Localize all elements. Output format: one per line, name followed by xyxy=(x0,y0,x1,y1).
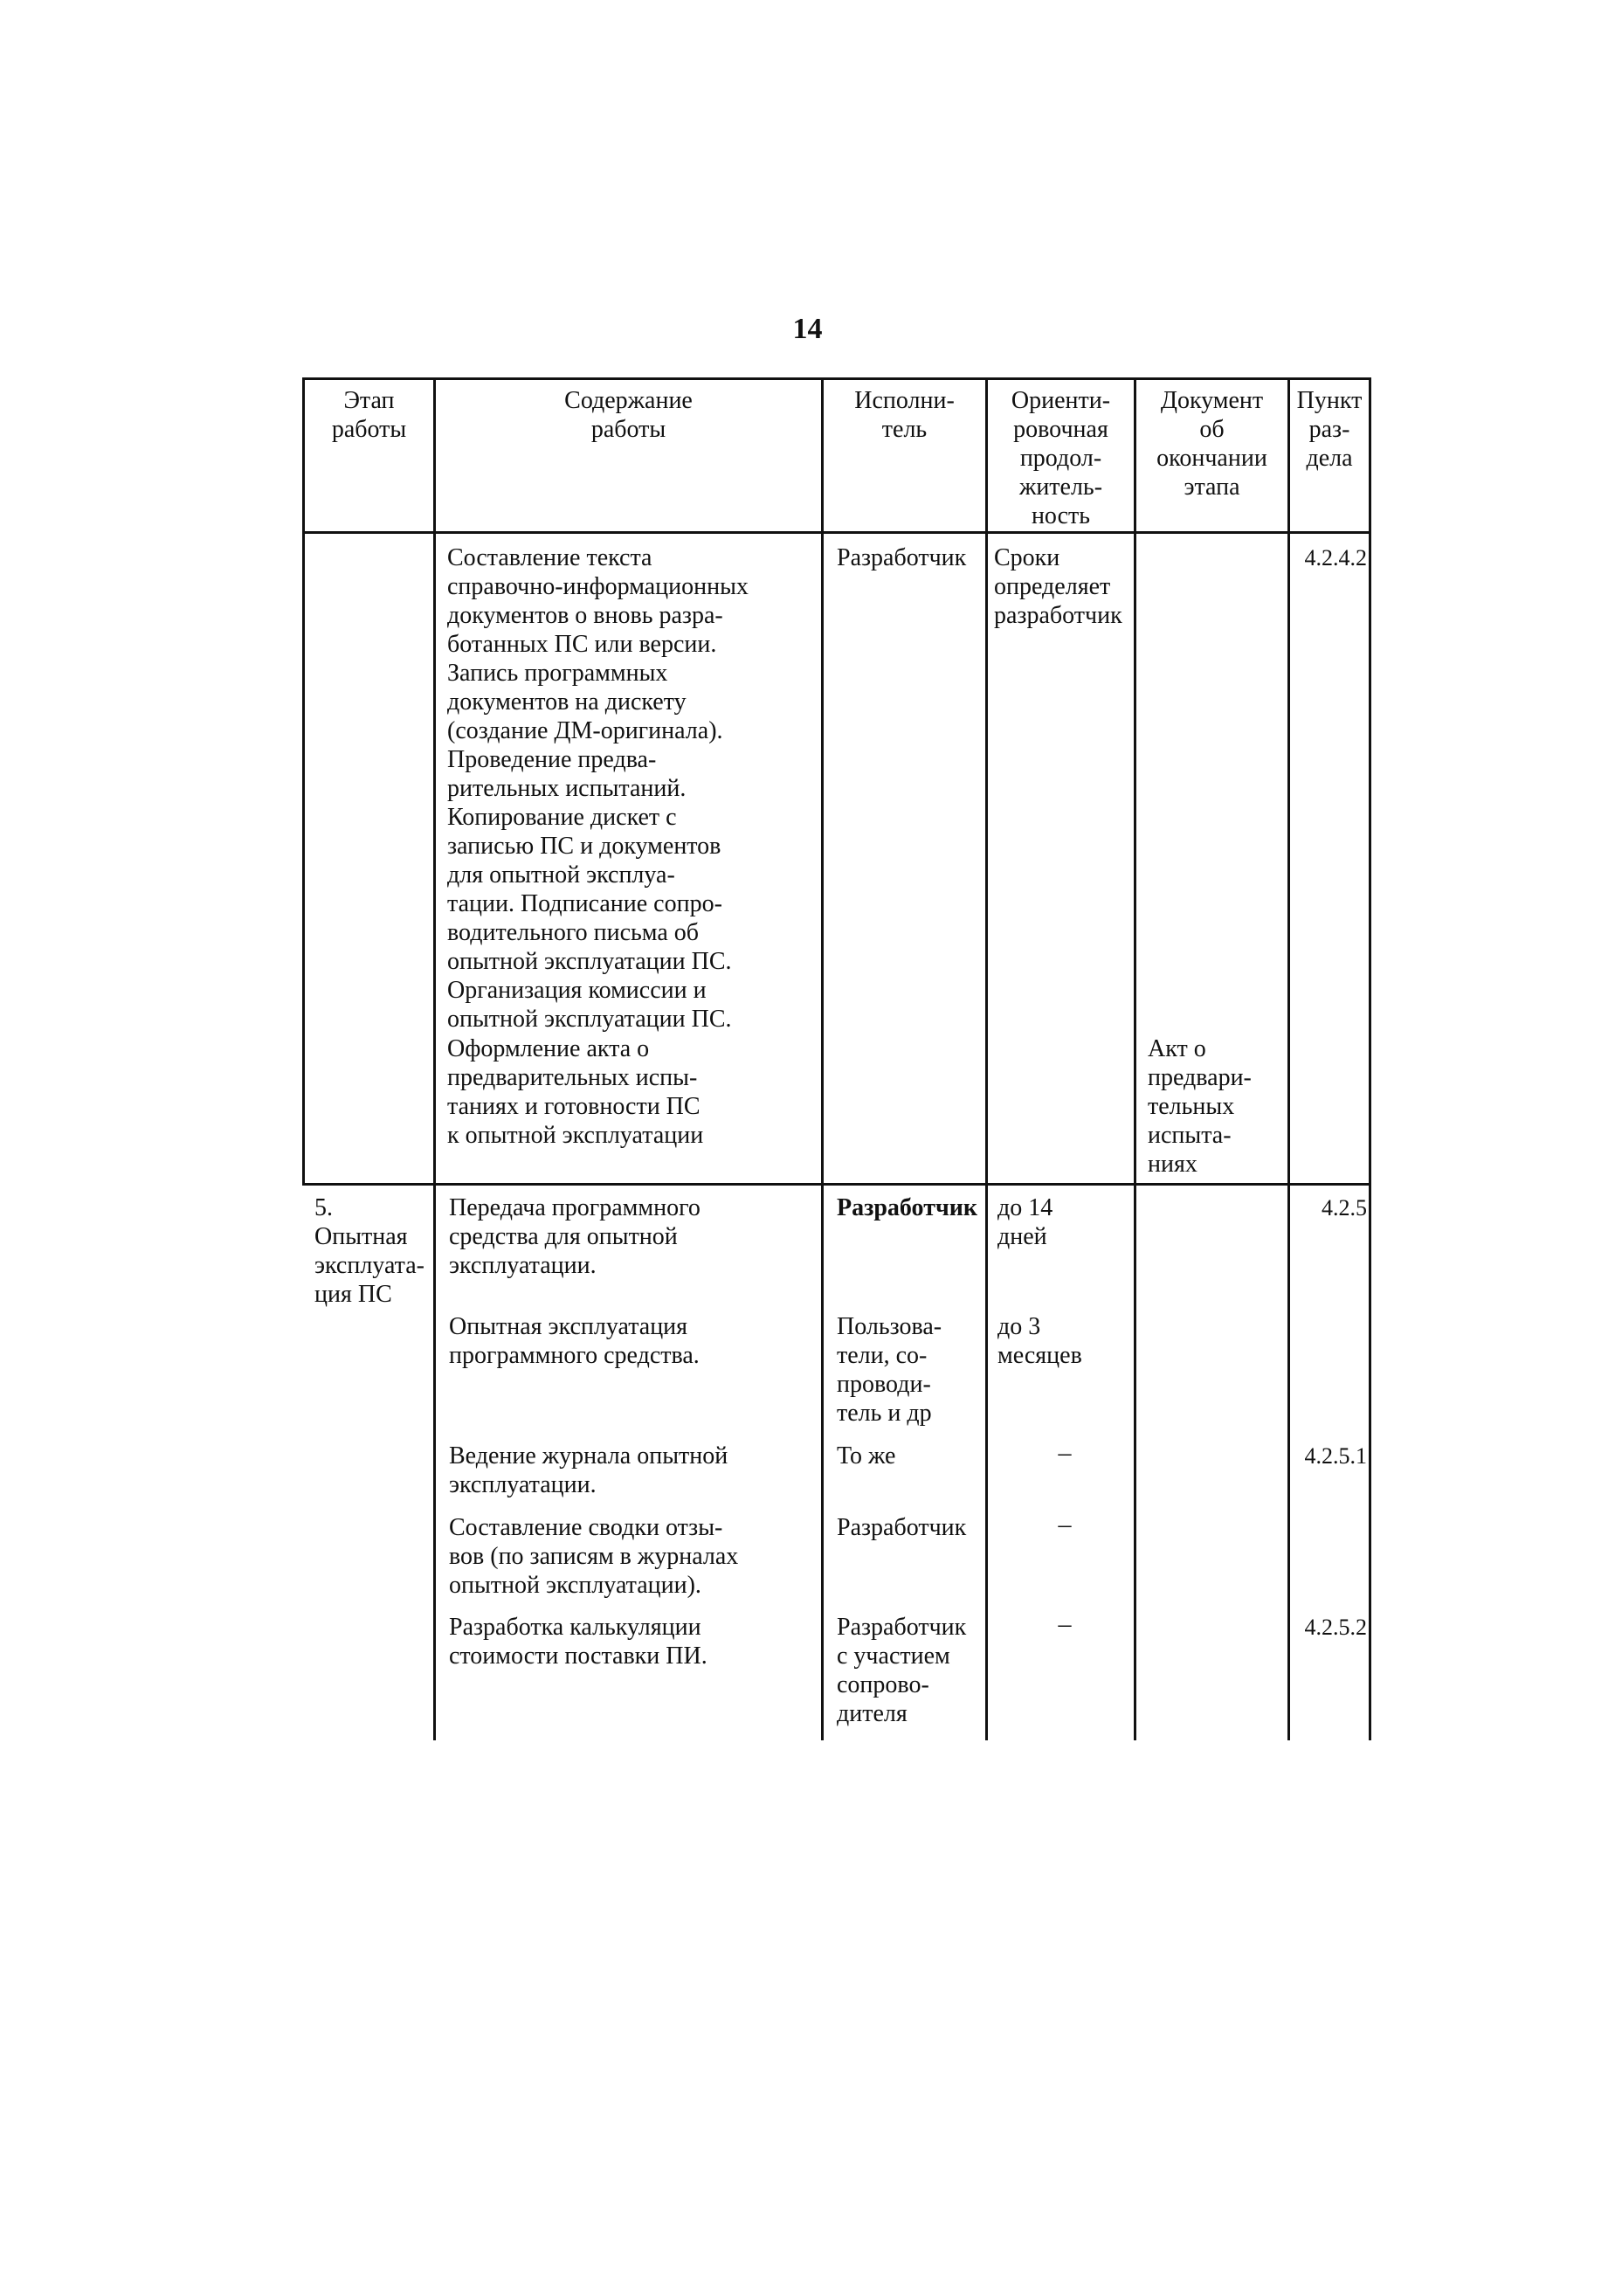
header-clause: Пункт раз- дела xyxy=(1296,387,1363,472)
header-content: Содержание работы xyxy=(564,387,693,443)
row-6-content: Составление сводки отзы- вов (по записям в журналах опытной эксплуатации). xyxy=(449,1514,739,1599)
header-bottom-border xyxy=(302,531,1371,534)
row-3-content: Передача программного средства для опытной эксплуатации. xyxy=(449,1194,701,1279)
row-2-content: Оформление акта о предварительных испы- таниях и готовности ПС к опытной эксплуатации xyxy=(447,1035,704,1149)
row-5-duration: – xyxy=(1058,1438,1072,1467)
header-duration: Ориенти- ровочная продол- житель- ность xyxy=(1011,387,1111,529)
header-stage: Этап работы xyxy=(331,387,407,443)
work-stages-table xyxy=(302,377,1371,1740)
row-1-executor: Разработчик xyxy=(837,544,967,571)
row-3-executor: Разработчик xyxy=(837,1194,977,1221)
column-border-2 xyxy=(821,377,824,1740)
column-border-5 xyxy=(1287,377,1290,1740)
table-top-border xyxy=(302,377,1371,380)
header-document: Документ об окончании этапа xyxy=(1156,387,1267,501)
row-6-executor: Разработчик xyxy=(837,1514,967,1541)
row-1-content: Составление текста справочно-информационных документов о вновь разра- ботанных ПС или версии. Запись программных документов на дискету (создание ДМ-оригинала). Проведение предва- рительных испытаний. Копирование дискет с записью ПС и документов для опытной эксплуа- тации. Подписание сопро- водительного письма об опытной эксплуатации ПС. Организация комиссии и опытной эксплуатации ПС. xyxy=(447,544,749,1033)
header-executor: Исполни- тель xyxy=(854,387,955,443)
row-5-clause: 4.2.5.1 xyxy=(1304,1443,1367,1469)
row-6-duration: – xyxy=(1058,1510,1072,1539)
row-7-clause: 4.2.5.2 xyxy=(1304,1615,1367,1640)
column-border-right xyxy=(1369,377,1371,1740)
row-2-document: Акт о предвари- тельных испыта- ниях xyxy=(1148,1035,1252,1178)
row-3-duration: до 14 дней xyxy=(997,1194,1053,1250)
row-1-duration: Сроки определяет разработчик xyxy=(994,544,1122,629)
row-7-executor: Разработчик с участием сопрово- дителя xyxy=(837,1614,967,1727)
row-4-content: Опытная эксплуатация программного средства. xyxy=(449,1313,700,1369)
row-4-duration: до 3 месяцев xyxy=(997,1313,1082,1369)
row-4-executor: Пользова- тели, со- проводи- тель и др xyxy=(837,1313,942,1427)
row-3-stage: 5. Опытная эксплуата- ция ПС xyxy=(314,1194,424,1308)
row-5-executor: То же xyxy=(837,1442,896,1470)
row-7-duration: – xyxy=(1058,1609,1072,1638)
row-7-content: Разработка калькуляции стоимости поставки ПИ. xyxy=(449,1614,707,1670)
row-1-clause: 4.2.4.2 xyxy=(1304,545,1367,571)
row-3-clause: 4.2.5 xyxy=(1322,1195,1367,1221)
column-border-1 xyxy=(433,377,436,1740)
column-border-left xyxy=(302,377,305,1183)
page-number: 14 xyxy=(792,313,823,345)
stage-separator xyxy=(302,1183,1371,1186)
row-5-content: Ведение журнала опытной эксплуатации. xyxy=(449,1442,728,1498)
